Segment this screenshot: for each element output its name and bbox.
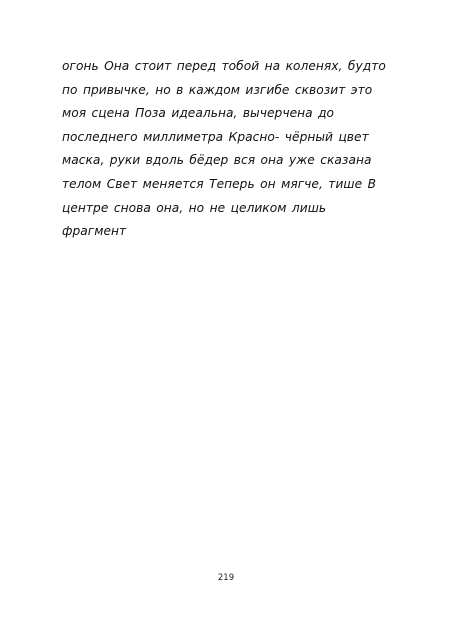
text-line: огонь Она стоит перед тобой на коленях, будто [62,59,386,73]
text-line: телом Свет меняется Теперь он мягче, тише В [62,176,377,191]
text-line: по привычке, но в каждом изгибе сквозит это [62,82,373,97]
text-line: фрагмент [62,224,127,239]
text-line: последнего миллиметра Красно- чёрный цвет [62,129,369,144]
text-line: центре снова она, но не целиком лишь [62,200,327,215]
body-text [62,55,392,244]
text-line: моя сцена Поза идеальна, вычерчена до [62,106,335,121]
page-number: 219 [217,573,235,583]
text-line: маска, руки вдоль бёдер вся она уже сказана [62,153,372,168]
